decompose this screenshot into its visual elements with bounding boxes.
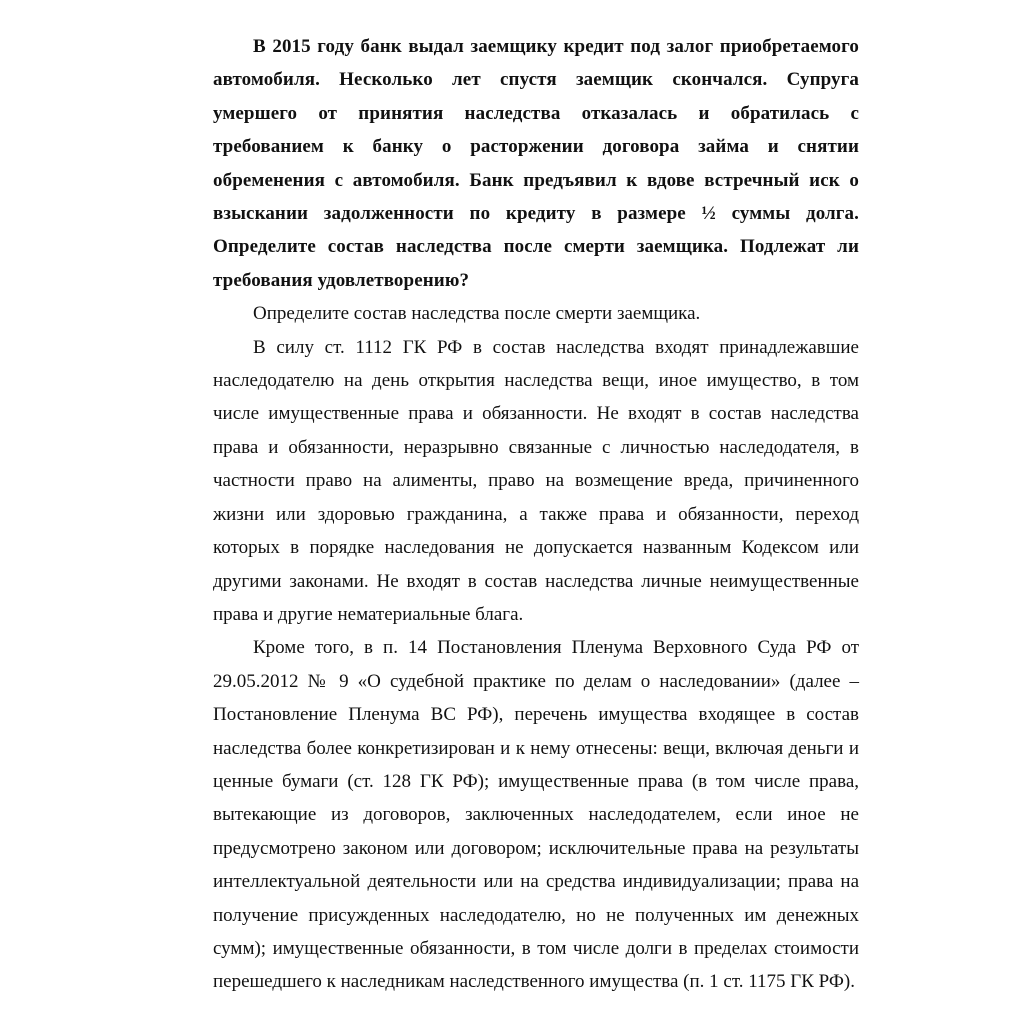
paragraph-problem-statement: В 2015 году банк выдал заемщику кредит под залог приобретаемого автомобиля. Несколько лет спустя заемщик скончался. Супруга умершего от принятия наследства отказалась и обратилась с требованием к банку о расторжении договора займа и снятии обременения с автомобиля. Банк предъявил к вдове встречный иск о взыскании задолженности по кредиту в размере ½ суммы долга. Определите состав наследства после смерти заемщика. Подлежат ли требования удовлетворению?: [213, 36, 859, 291]
paragraph-analysis-article-1112: В силу ст. 1112 ГК РФ в состав наследства входят принадлежавшие наследодателю на день открытия наследства вещи, иное имущество, в том числе имущественные права и обязанности. Не входят в состав наследства права и обязанности, неразрывно связанные с личностью наследодателя, в частности право на алименты, право на возмещение вреда, причиненного жизни или здоровью гражданина, а также права и обязанности, переход которых в порядке наследования не допускается названным Кодексом или другими законами. Не входят в состав наследства личные неимущественные права и другие нематериальные блага.: [213, 336, 859, 625]
paragraph-analysis-plenum-ruling: Кроме того, в п. 14 Постановления Пленума Верховного Суда РФ от 29.05.2012 № 9 «О судебной практике по делам о наследовании» (далее – Постановление Пленума ВС РФ), перечень имущества входящее в состав наследства более конкретизирован и к нему отнесены: вещи, включая деньги и ценные бумаги (ст. 128 ГК РФ); имущественные права (в том числе права, вытекающие из договоров, заключенных наследодателем, если иное не предусмотрено законом или договором; исключительные права на результаты интеллектуальной деятельности или на средства индивидуализации; права на получение присужденных наследодателю, но не полученных им денежных сумм); имущественные обязанности, в том числе долги в пределах стоимости перешедшего к наследникам наследственного имущества (п. 1 ст. 1175 ГК РФ).: [213, 637, 859, 993]
document-body: [213, 30, 859, 999]
paragraph-question-restate: Определите состав наследства после смерти заемщика.: [253, 303, 701, 325]
